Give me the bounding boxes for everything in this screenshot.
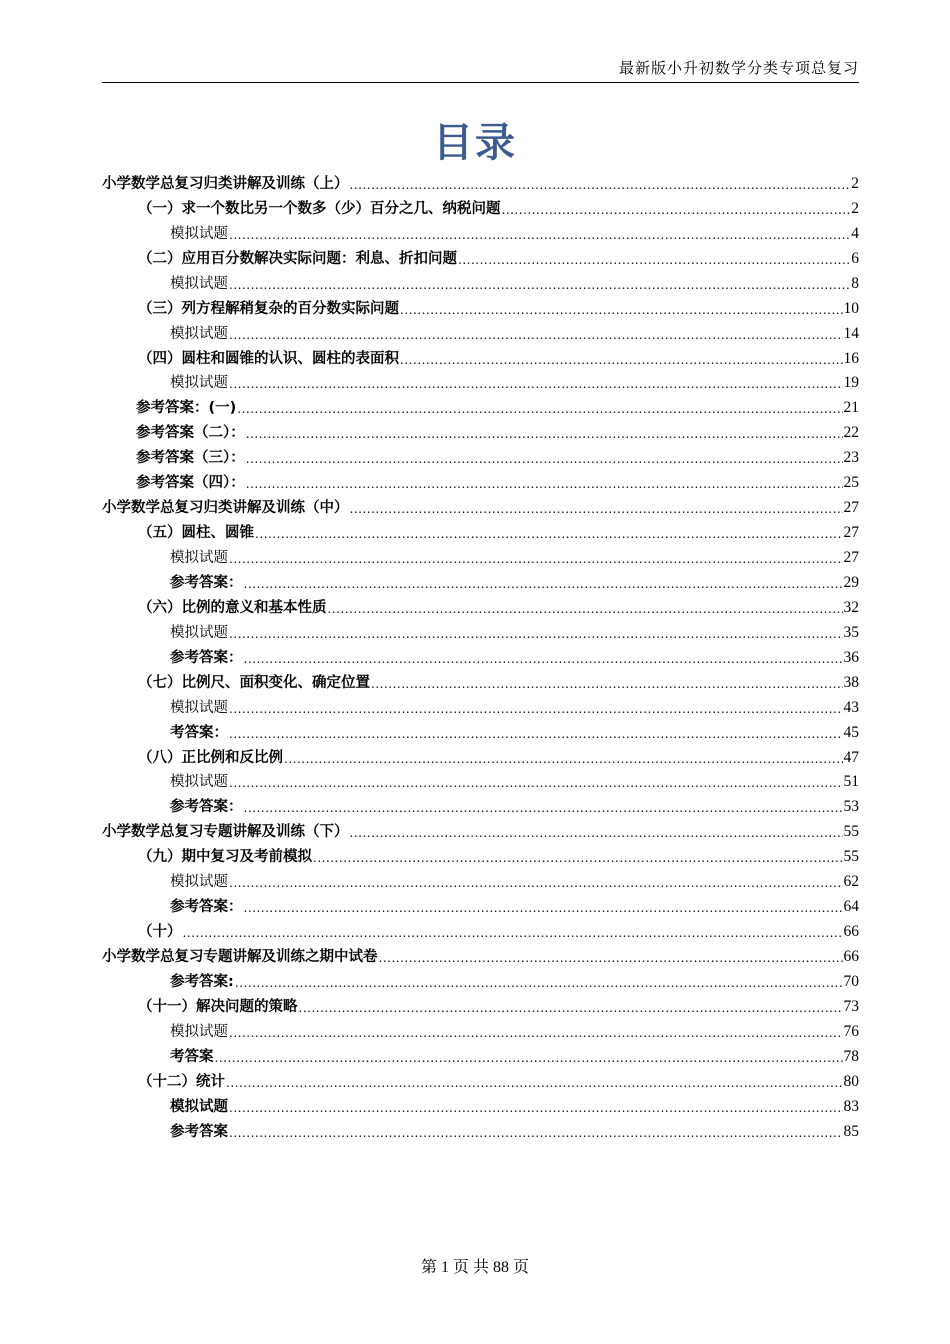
table-of-contents bbox=[102, 169, 859, 1142]
toc-leader-dots bbox=[229, 725, 843, 743]
toc-leader-dots bbox=[229, 874, 843, 892]
toc-entry[interactable] bbox=[102, 169, 859, 194]
toc-entry[interactable] bbox=[102, 892, 859, 917]
toc-entry[interactable] bbox=[102, 319, 859, 344]
toc-leader-dots bbox=[229, 1099, 843, 1117]
toc-leader-dots bbox=[350, 176, 851, 194]
toc-entry[interactable] bbox=[102, 1017, 859, 1042]
toc-entry-label: （十一）解决问题的策略 bbox=[138, 998, 298, 1015]
toc-entry[interactable] bbox=[102, 1067, 859, 1092]
toc-entry-label: 参考答案: bbox=[170, 973, 234, 990]
toc-entry[interactable] bbox=[102, 393, 859, 418]
toc-leader-dots bbox=[246, 425, 843, 443]
toc-entry-page: 51 bbox=[843, 773, 859, 791]
toc-entry-label: 模拟试题 bbox=[170, 874, 228, 891]
toc-entry[interactable] bbox=[102, 693, 859, 718]
toc-entry-label: （三）列方程解稍复杂的百分数实际问题 bbox=[138, 300, 399, 317]
toc-entry-page: 62 bbox=[843, 873, 859, 891]
toc-entry[interactable] bbox=[102, 369, 859, 394]
toc-entry-page: 73 bbox=[843, 997, 859, 1015]
page-footer: 第 1 页 共 88 页 bbox=[420, 1259, 529, 1276]
toc-entry-label: 参考答案（二）： bbox=[136, 425, 245, 442]
toc-entry-label: 模拟试题 bbox=[170, 1023, 228, 1040]
toc-entry-page: 53 bbox=[843, 798, 859, 816]
toc-leader-dots bbox=[379, 949, 843, 967]
toc-entry-label: 参考答案： bbox=[170, 899, 243, 916]
toc-leader-dots bbox=[400, 351, 843, 369]
toc-entry-label: 参考答案（四）： bbox=[136, 475, 245, 492]
toc-entry-page: 14 bbox=[843, 324, 859, 342]
toc-leader-dots bbox=[350, 824, 843, 842]
toc-entry-page: 43 bbox=[843, 698, 859, 716]
toc-entry[interactable] bbox=[102, 992, 859, 1017]
toc-entry-page: 2 bbox=[851, 174, 859, 192]
toc-leader-dots bbox=[284, 750, 843, 768]
toc-entry-page: 16 bbox=[843, 349, 859, 367]
toc-entry-label: （九）期中复习及考前模拟 bbox=[138, 849, 312, 866]
toc-leader-dots bbox=[244, 899, 843, 917]
toc-entry[interactable] bbox=[102, 219, 859, 244]
toc-entry[interactable] bbox=[102, 294, 859, 319]
toc-leader-dots bbox=[255, 525, 843, 543]
toc-entry[interactable] bbox=[102, 743, 859, 768]
toc-entry-page: 85 bbox=[843, 1122, 859, 1140]
toc-entry-label: （六）比例的意义和基本性质 bbox=[138, 599, 327, 616]
toc-entry-label: 参考答案（三）： bbox=[136, 450, 245, 467]
toc-leader-dots bbox=[229, 226, 850, 244]
toc-leader-dots bbox=[244, 575, 843, 593]
toc-entry[interactable] bbox=[102, 917, 859, 942]
toc-entry-page: 55 bbox=[843, 823, 859, 841]
toc-leader-dots bbox=[400, 301, 843, 319]
toc-entry[interactable] bbox=[102, 493, 859, 518]
toc-entry-label: （二）应用百分数解决实际问题：利息、折扣问题 bbox=[138, 250, 457, 267]
toc-entry-page: 10 bbox=[843, 299, 859, 317]
toc-entry-page: 6 bbox=[851, 249, 859, 267]
toc-entry-label: （十） bbox=[138, 924, 182, 941]
toc-entry[interactable] bbox=[102, 618, 859, 643]
toc-entry-label: 小学数学总复习专题讲解及训练（下） bbox=[102, 824, 349, 841]
toc-entry-label: 模拟试题 bbox=[170, 550, 228, 566]
toc-leader-dots bbox=[229, 700, 843, 718]
toc-entry-label: 小学数学总复习专题讲解及训练之期中试卷 bbox=[102, 949, 378, 965]
toc-entry[interactable] bbox=[102, 194, 859, 219]
toc-entry[interactable] bbox=[102, 942, 859, 967]
toc-entry[interactable] bbox=[102, 792, 859, 817]
toc-entry-label: 考答案 bbox=[170, 1048, 214, 1065]
toc-leader-dots bbox=[229, 326, 843, 344]
toc-entry[interactable] bbox=[102, 244, 859, 269]
toc-leader-dots bbox=[244, 650, 843, 668]
toc-leader-dots bbox=[246, 450, 843, 468]
toc-entry-page: 29 bbox=[843, 573, 859, 591]
toc-leader-dots bbox=[371, 675, 843, 693]
toc-entry[interactable] bbox=[102, 842, 859, 867]
toc-entry[interactable] bbox=[102, 543, 859, 568]
toc-leader-dots bbox=[235, 974, 843, 992]
toc-entry-page: 47 bbox=[843, 748, 859, 766]
toc-entry-page: 22 bbox=[843, 424, 859, 442]
toc-entry-page: 23 bbox=[843, 449, 859, 467]
toc-entry[interactable] bbox=[102, 269, 859, 294]
toc-leader-dots bbox=[246, 475, 843, 493]
toc-entry-label: 考答案： bbox=[170, 724, 228, 741]
toc-leader-dots bbox=[299, 999, 843, 1017]
toc-entry[interactable] bbox=[102, 468, 859, 493]
toc-entry-label: 模拟试题 bbox=[170, 225, 228, 242]
toc-entry-page: 8 bbox=[851, 274, 859, 292]
toc-leader-dots bbox=[229, 550, 843, 568]
toc-entry-page: 76 bbox=[843, 1022, 859, 1040]
toc-leader-dots bbox=[229, 375, 843, 393]
toc-leader-dots bbox=[502, 201, 851, 219]
toc-entry-page: 64 bbox=[843, 898, 859, 916]
toc-entry-label: 模拟试题 bbox=[170, 375, 228, 392]
toc-entry-page: 55 bbox=[843, 848, 859, 866]
toc-leader-dots bbox=[183, 924, 843, 942]
toc-entry[interactable] bbox=[102, 967, 859, 992]
toc-entry-page: 83 bbox=[843, 1097, 859, 1115]
toc-entry-page: 70 bbox=[843, 972, 859, 990]
toc-entry-page: 32 bbox=[843, 598, 859, 616]
toc-entry-page: 66 bbox=[843, 923, 859, 941]
toc-entry[interactable] bbox=[102, 443, 859, 468]
toc-leader-dots bbox=[229, 625, 843, 643]
toc-leader-dots bbox=[328, 600, 843, 618]
toc-entry-page: 45 bbox=[843, 723, 859, 741]
toc-entry[interactable] bbox=[102, 867, 859, 892]
page-header bbox=[102, 58, 859, 83]
toc-entry[interactable] bbox=[102, 1042, 859, 1067]
toc-entry-label: （一）求一个数比另一个数多（少）百分之几、纳税问题 bbox=[138, 200, 501, 217]
toc-leader-dots bbox=[244, 799, 843, 817]
toc-leader-dots bbox=[350, 500, 843, 518]
toc-entry-label: 小学数学总复习归类讲解及训练（中） bbox=[102, 500, 349, 517]
toc-entry[interactable] bbox=[102, 1117, 859, 1142]
toc-entry[interactable] bbox=[102, 344, 859, 369]
toc-entry[interactable] bbox=[102, 718, 859, 743]
toc-entry-label: 模拟试题 bbox=[170, 774, 228, 791]
toc-entry-page: 25 bbox=[843, 474, 859, 492]
toc-leader-dots bbox=[458, 251, 850, 269]
toc-entry-page: 4 bbox=[851, 224, 859, 242]
toc-entry-label: 模拟试题 bbox=[170, 699, 228, 716]
toc-entry[interactable] bbox=[102, 568, 859, 593]
toc-leader-dots bbox=[229, 1124, 843, 1142]
toc-leader-dots bbox=[229, 1024, 843, 1042]
toc-entry-page: 66 bbox=[843, 948, 859, 965]
toc-entry-page: 27 bbox=[843, 499, 859, 517]
toc-entry-page: 38 bbox=[843, 673, 859, 691]
toc-entry-page: 35 bbox=[843, 623, 859, 641]
toc-entry-label: （四）圆柱和圆锥的认识、圆柱的表面积 bbox=[138, 350, 399, 367]
toc-leader-dots bbox=[237, 400, 842, 418]
toc-entry-label: 模拟试题 bbox=[170, 624, 228, 641]
toc-leader-dots bbox=[215, 1049, 843, 1067]
toc-leader-dots bbox=[226, 1074, 843, 1092]
toc-entry-page: 27 bbox=[843, 524, 859, 542]
toc-entry-label: 参考答案 bbox=[170, 1123, 228, 1140]
toc-entry[interactable] bbox=[102, 668, 859, 693]
toc-entry[interactable] bbox=[102, 817, 859, 842]
toc-entry-label: 模拟试题 bbox=[170, 325, 228, 342]
toc-entry-label: 模拟试题 bbox=[170, 1098, 228, 1115]
toc-entry-page: 36 bbox=[843, 648, 859, 666]
toc-entry-label: 小学数学总复习归类讲解及训练（上） bbox=[102, 175, 349, 192]
toc-leader-dots bbox=[313, 849, 843, 867]
toc-entry-label: 参考答案： bbox=[170, 799, 243, 816]
toc-entry[interactable] bbox=[102, 768, 859, 793]
toc-entry-page: 21 bbox=[843, 399, 859, 417]
toc-entry[interactable] bbox=[102, 418, 859, 443]
toc-entry-label: 模拟试题 bbox=[170, 275, 228, 292]
toc-entry-page: 80 bbox=[843, 1072, 859, 1090]
toc-entry-label: （八）正比例和反比例 bbox=[138, 749, 283, 766]
toc-leader-dots bbox=[229, 774, 843, 792]
toc-entry-label: （七）比例尺、面积变化、确定位置 bbox=[138, 674, 370, 691]
toc-entry-page: 19 bbox=[843, 374, 859, 392]
toc-entry-page: 27 bbox=[843, 549, 859, 566]
toc-entry-page: 2 bbox=[851, 199, 859, 217]
toc-leader-dots bbox=[229, 276, 850, 294]
header-title: 最新版小升初数学分类专项总复习 bbox=[618, 59, 859, 77]
toc-entry-page: 78 bbox=[843, 1047, 859, 1065]
toc-entry[interactable] bbox=[102, 593, 859, 618]
toc-entry[interactable] bbox=[102, 643, 859, 668]
toc-entry-label: 参考答案： bbox=[170, 649, 243, 666]
toc-entry-label: 参考答案： bbox=[170, 574, 243, 591]
toc-entry[interactable] bbox=[102, 1092, 859, 1117]
page-title: 目录 bbox=[433, 120, 517, 166]
toc-entry-label: 参考答案：(一) bbox=[136, 400, 237, 417]
toc-entry[interactable] bbox=[102, 518, 859, 543]
toc-entry-label: （十二）统计 bbox=[138, 1073, 225, 1090]
toc-entry-label: （五）圆柱、圆锥 bbox=[138, 525, 254, 542]
